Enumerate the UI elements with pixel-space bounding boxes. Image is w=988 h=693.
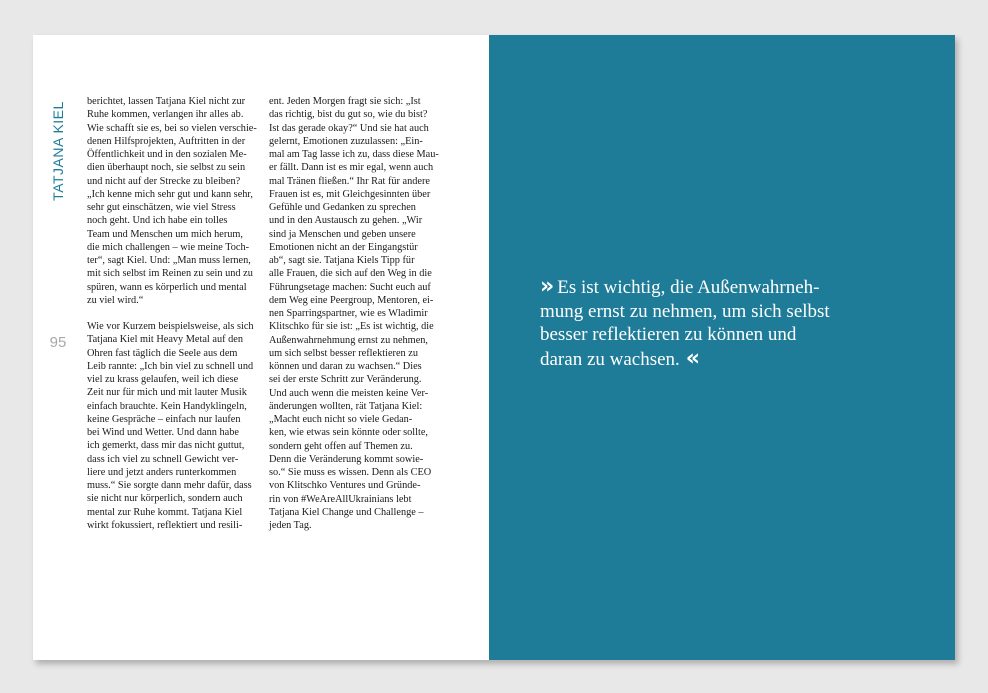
page-number: 95 <box>49 334 67 351</box>
paragraph: ent. Jeden Morgen fragt sie sich: „Ist das richtig, bist du gut so, wie du bist? Ist das gerade okay?“ Und sie hat auch gelernt, Emotionen zuzulassen: „Ein- mal am Tag lasse ich zu, dass diese Mau- er fällt. Dann ist es mir egal, wenn auch mal Tränen fließen.“ Ihr Rat für andere Frauen ist es, mit Gleichgesinnten über Gefühle und Gedanken zu sprechen und in den Austausch zu gehen. „Wir sind ja Menschen und geben unsere Emotionen nicht an der Eingangstür ab“, sagt sie. Tatjana Kiels Tipp für alle Frauen, die sich auf den Weg in die Führungsetage machen: Sucht euch auf dem Weg eine Peergroup, Mentoren, ei- nen Sparringspartner, wie es Wladimir Klitschko für sie ist: „Es ist wichtig, die Außenwahrnehmung ernst zu nehmen, um sich selbst besser reflektieren zu können und daran zu wachsen.“ Dies sei der erste Schritt zur Veränderung. Und auch wenn die meisten keine Ver- änderungen wollten, rät Tatjana Kiel: „Macht euch nicht so viele Gedan- ken, wie etwas sein könnte oder sollte, sondern geht offen auf Themen zu. Denn die Veränderung kommt sowie- so.“ Sie muss es wissen. Denn als CEO von Klitschko Ventures und Gründe- rin von #WeAreAllUkrainians lebt Tatjana Kiel Change und Challenge – jeden Tag. <box>269 96 439 531</box>
text-column-1 <box>87 95 257 532</box>
running-header <box>43 95 73 225</box>
quote-open-mark: » <box>540 274 550 299</box>
left-page <box>33 35 489 660</box>
pull-quote-text: Es ist wichtig, die Außenwahrneh- mung ernst zu nehmen, um sich selbst besser reflektieren zu können und daran zu wachsen. <box>540 277 830 370</box>
text-column-2 <box>269 95 439 532</box>
paragraph: Wie vor Kurzem beispielsweise, als sich Tatjana Kiel mit Heavy Metal auf den Ohren fast täglich die Seele aus dem Leib rannte: „Ich bin viel zu schnell und viel zu krass gelaufen, weil ich diese Zeit nur für mich und mit lauter Musik einfach brauchte. Kein Handyklingeln, keine Gespräche – einfach nur laufen bei Wind und Wetter. Und dann habe ich gemerkt, dass mir das nicht guttut, dass ich viel zu schnell Gewicht ver- liere und jetzt anders runterkommen muss.“ Sie sorgte dann mehr dafür, dass sie nicht nur körperlich, sondern auch mental zur Ruhe kommt. Tatjana Kiel wirkt fokussiert, reflektiert und resili- <box>87 321 254 531</box>
pull-quote <box>540 275 920 371</box>
running-header-text: TATJANA KIEL <box>50 101 66 201</box>
paragraph: berichtet, lassen Tatjana Kiel nicht zur Ruhe kommen, verlangen ihr alles ab. Wie schafft sie es, bei so vielen verschie- denen Hilfsprojekten, Auftritten in der Öffentlichkeit und in den sozialen Me- dien überhaupt noch, sie selbst zu sein und nicht auf der Strecke zu bleiben? „Ich kenne mich sehr gut und kann sehr, sehr gut einschätzen, wie viel Stress noch geht. Und ich habe ein tolles Team und Menschen um mich herum, die mich challengen – wie meine Toch- ter“, sagt Kiel. Und: „Man muss lernen, mit sich selbst im Reinen zu sein und zu spüren, wann es körperlich und mental zu viel wird.“ <box>87 96 257 306</box>
quote-close-mark: « <box>685 345 696 371</box>
